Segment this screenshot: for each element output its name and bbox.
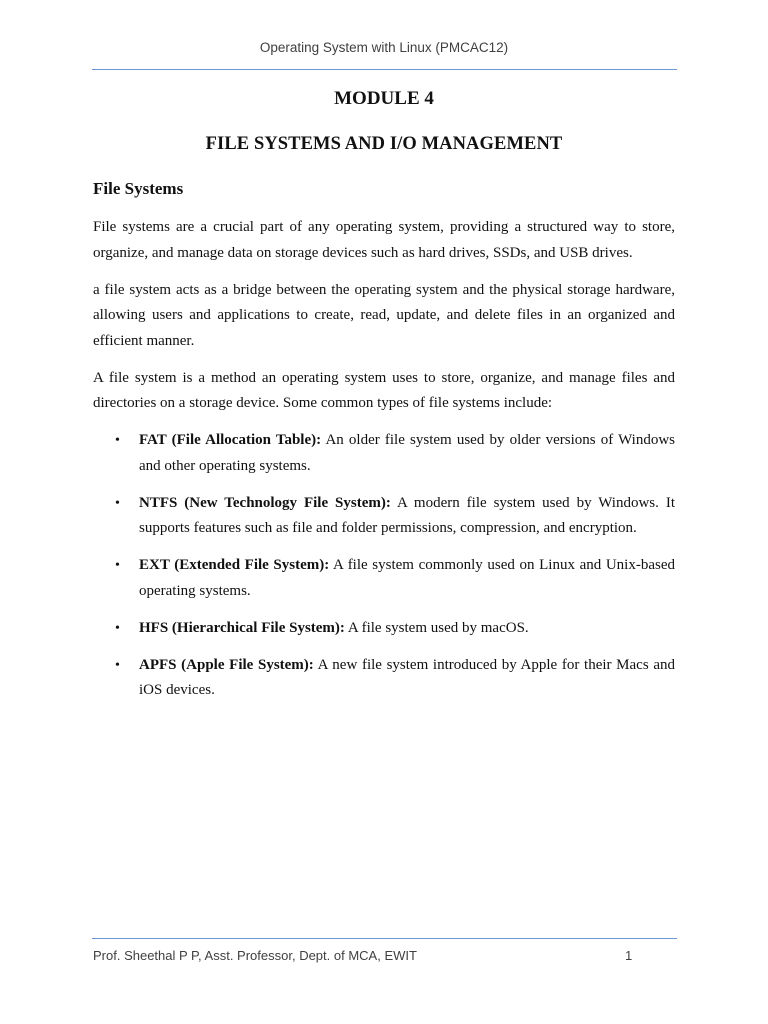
list-item xyxy=(93,616,675,642)
list-item-term: APFS (Apple File System): xyxy=(139,656,314,673)
page-number: 1 xyxy=(625,948,633,963)
paragraph: File systems are a crucial part of any operating system, providing a structured way to store, organize, and manage data on storage devices such as hard drives, SSDs, and USB drives. xyxy=(93,219,675,261)
list-item-description: A file system commonly used on Linux and Unix-based operating systems. xyxy=(139,557,676,599)
page-header: Operating System with Linux (PMCAC12) xyxy=(259,40,509,55)
paragraph: a file system acts as a bridge between the operating system and the physical storage hardware, allowing users and applications to create, read, update, and delete files in an organized and efficient manner. xyxy=(93,281,675,349)
bullet-icon: • xyxy=(115,495,120,511)
section-heading: File Systems xyxy=(93,179,184,198)
list-item-description: A new file system introduced by Apple for their Macs and iOS devices. xyxy=(139,656,675,698)
bullet-icon: • xyxy=(115,620,120,636)
bullet-icon: • xyxy=(115,433,120,448)
list-item xyxy=(93,428,675,479)
footer-rule xyxy=(92,938,677,939)
list-item-term: HFS (Hierarchical File System): xyxy=(139,619,345,636)
document-body xyxy=(93,215,675,715)
list-item-description: A file system used by macOS. xyxy=(344,619,529,636)
list-item-description: An older file system used by older versions of Windows and other operating systems. xyxy=(139,432,676,474)
paragraph: A file system is a method an operating system uses to store, organize, and manage files and directories on a storage device. Some common types of file systems include: xyxy=(93,369,675,411)
bullet-icon: • xyxy=(115,657,120,673)
list-item-term: EXT (Extended File System): xyxy=(139,557,330,573)
list-item-term: FAT (File Allocation Table): xyxy=(139,432,322,448)
file-system-types-list xyxy=(93,428,675,704)
footer-author: Prof. Sheethal P P, Asst. Professor, Dept. of MCA, EWIT xyxy=(93,948,417,963)
module-heading: MODULE 4 xyxy=(334,88,434,109)
list-item-description: A modern file system used by Windows. It supports features such as file and folder permissions, compression, and encryption. xyxy=(139,494,675,536)
list-item xyxy=(93,653,675,704)
chapter-title: FILE SYSTEMS AND I/O MANAGEMENT xyxy=(205,134,563,154)
list-item xyxy=(93,553,675,604)
bullet-icon: • xyxy=(115,558,120,573)
list-item-term: NTFS (New Technology File System): xyxy=(139,494,391,511)
list-item xyxy=(93,491,675,542)
header-rule xyxy=(92,69,677,70)
